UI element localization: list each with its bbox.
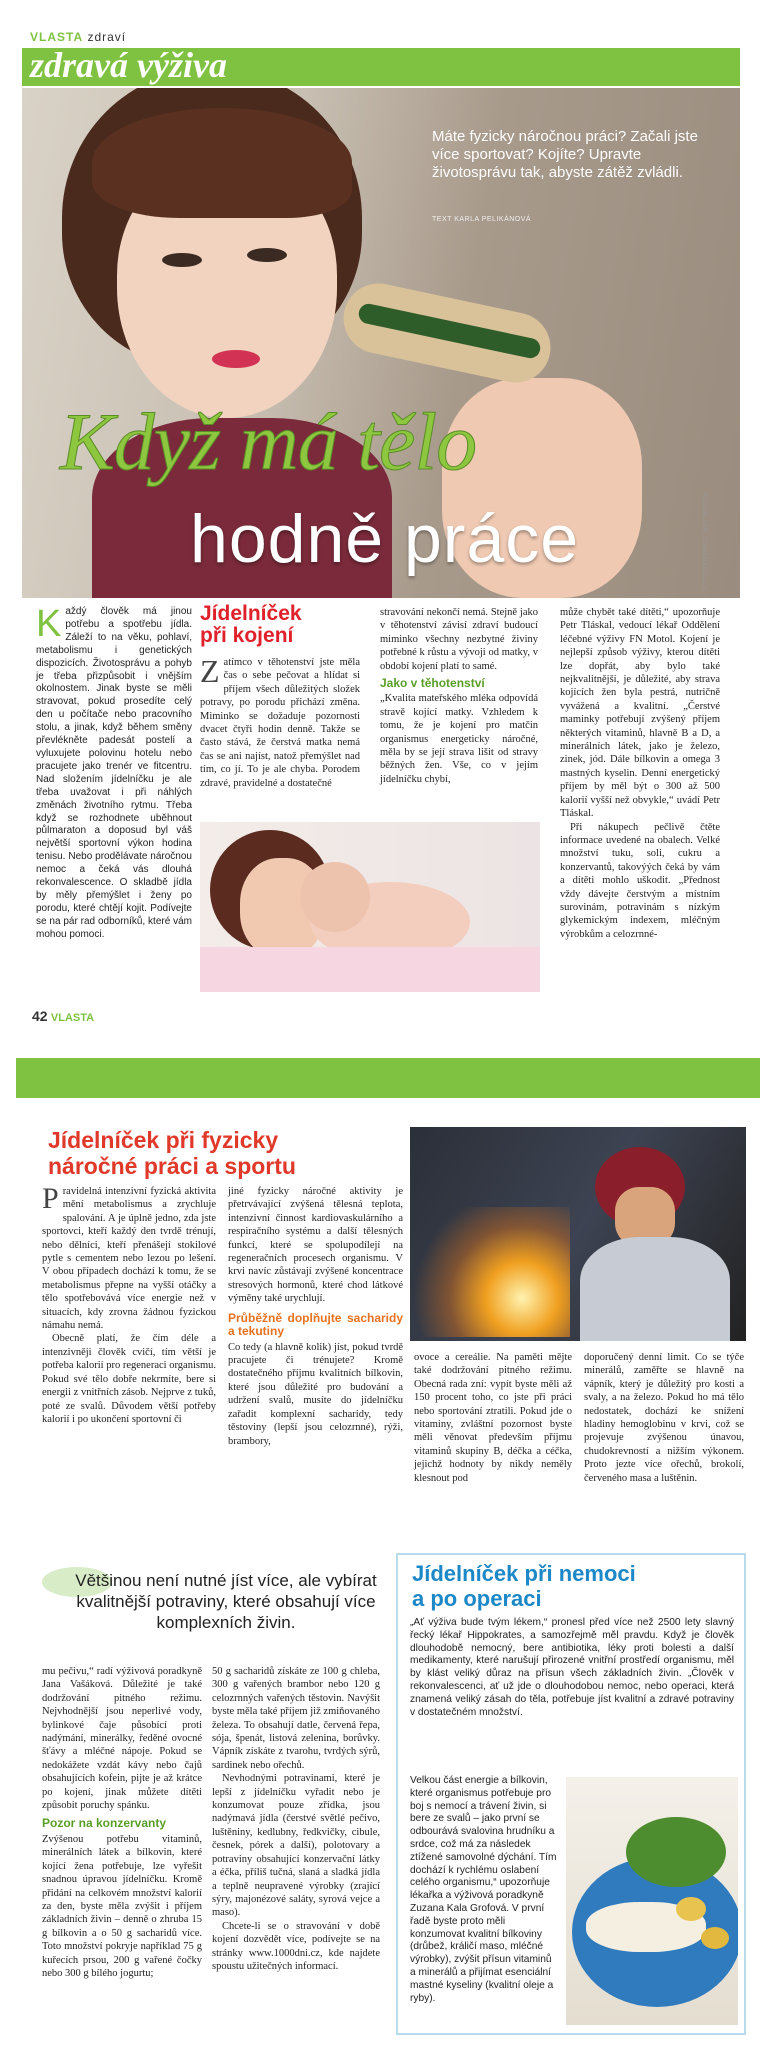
column-e [42,1665,202,1980]
mother-baby-photo [200,822,540,992]
column-a [42,1182,216,1426]
column-4-text-2: Při nákupech pečlivě čtěte informace uvedené na obalech. Velké množství tuku, soli, cukru a konzervantů, takovýých čeká by vám a dítěti mohlo uškodit. „Přednost vždy dávejte čerstvým a místním surovinám, potravinám s nízkým glykemickým indexem, mléčným výrobkům a celozrnné- [560,821,720,940]
potato-1 [676,1897,706,1921]
column-4 [560,606,720,941]
column-f [212,1665,380,1973]
page-number [32,1008,94,1024]
herbs-shape [626,1817,726,1887]
column-3-text: stravování nekončí nemá. Stejně jako v těhotenství závisí zdraví budoucí miminko všechny nezbytné živiny potřebné k růstu a vývoji od matky, v období kojení platí to samé. [380,607,538,672]
byline: TEXT KARLA PELIKÁNOVÁ [432,216,532,223]
column-b-subhead: Průběžně doplňujte sacharidy a tekutiny [228,1310,403,1338]
illness-title-line-1: Jídelníček při nemoci [412,1561,636,1586]
column-a-text-2: Obecně platí, že čím déle a intenzivněji člověk cvičí, tím větší je potřeba kalorií pro regeneraci organismu. Pokud své tělo dobře nekrmíte, bere si energii z vnitřních zásob. Nejprve z tuků, poté ze svalů. Důvodem větší potřeby kalorií i po ukončení sportovní či [42,1333,216,1425]
page-number-value: 42 [32,1008,48,1024]
kojeni-title-line-1: Jídelníček [200,602,302,625]
illness-title-line-2: a po operaci [412,1586,542,1611]
column-b [228,1185,403,1448]
column-3-text-2: „Kvalita mateřského mléka odpovídá stravě kojící matky. Vzhledem k tomu, že je kojení pro matčin organismus energeticky náročné, měla by se její strava lišit od stravy běžných žen. Vše, co v jejím jídelníčku chybí, [380,693,538,785]
kojeni-title [200,603,302,647]
sport-title-line-2: náročné práci a sportu [48,1153,296,1179]
column-e-text-2: Zvýšenou potřebu vitaminů, minerálních látek a bílkovin, které kojící žena potřebuje, lze vyřešit snadnou úpravou jídelníčku. Kromě přidání na celkovém množství kalorií za den, byste měla zvýšit i příjem základních živin – denně o zhruba 15 g bílkovin a o 50 g sacharidů více. Toto množství pokryje například 75 g kuřecích prsou, 200 g vařené čočky nebo 300 g bílého jogurtu; [42,1833,202,1979]
illness-title [412,1561,636,1611]
magazine-page-43 [0,1055,760,2048]
column-b-text: jiné fyzicky náročné aktivity je přetrvávající zvýšená tělesná teplota, intenzivní činnost kardiovaskulárního a respiračního systému a další tělesných funkcí, které se spolupodílejí na regeneračních procesech organismu. V krvi navíc zůstávají zvýšené koncentrace stresových hormonů, které chod látkové výměny také urychlují. [228,1186,403,1305]
food-photo [566,1777,738,2025]
section-sub: zdraví [87,30,127,44]
column-3 [380,606,538,786]
column-3-subhead: Jako v těhotenství [380,676,485,691]
top-green-bar [16,1058,760,1098]
column-2-text: atímco v těhotenství jste měla čas o sebe pečovat a hlídat si příjem všech důležitých složek potravy, po porodu přichází změna. Miminko se dožaduje pozornosti dvacet čtyři hodin denně. Takže se často stává, že čerstvá matka nemá čas se ani najíst, natož přemýšlet nad tím, co jí. To je ale chyba. Porodem zdravé, pravidelné a dostatečné [200,657,360,789]
welder-photo [410,1127,746,1341]
illness-text: Velkou část energie a bílkovin, které organismus potřebuje pro boj s nemocí a trávení živin, si bere ze svalů – jako první se odbourává svalovina hrudníku a srdce, což má za následek ztížené samovolné dýchání. Tím dochází k rychlému oslabení celého organismu,“ upozorňuje lékařka a výživová poradkyně Zuzana Kala Grofová. V první řadě byste proto měli konzumovat kvalitní bílkoviny (drůbež, králičí maso, mléčné výrobky), zvýšit přísun vitaminů a minerálů a přijímat esenciální mastné kyseliny (kvalitní oleje a ryby). [410,1775,557,2004]
column-f-text-2: Nevhodnými potravinami, které je lepší z jídelníčku vyřadit nebo je konzumovat pouze zřídka, jsou nadýmavá jídla (čerstvé světlé pečivo, luštěniny, kedlubny, ředkvičky, cibule, česnek, pórek a další), polotovary a potraviny obsahující konzervační látky a éčka, příliš tučná, slaná a sladká jídla a teplně neupravené výrobky (zrající sýry, majonézové saláty, syrová vejce a maso). [212,1773,380,1919]
worker-body [580,1237,730,1341]
footer-magazine: VLASTA [50,1012,95,1024]
eye-right [247,248,287,262]
section-label [30,30,126,44]
dropcap-k: K [36,603,62,645]
column-d-text: doporučený denní limit. Co se týče minerálů, zaměřte se hlavně na vápník, který je důležitý pro kosti a svaly, a na železo. Pokud ho má tělo nedostatek, dochází ke snížení hladiny hemoglobinu v krvi, což se projevuje zvýšenou únavou, chudokrevností a nižším výkonem. Proto jezte více ořechů, brokolí, červeného masa a luštěnin. [584,1352,744,1484]
illness-box [396,1553,746,2035]
headline-line-1: Když má tělo [60,396,477,487]
column-f-text: 50 g sacharidů získáte ze 100 g chleba, 300 g vařených brambor nebo 120 g celozrnných vařených těstovin. Navýšit byste měla také příjem již zmiňovaného železa. To obsahují datle, červená řepa, sója, špenát, listová zelenina, borůvky. Vápník získáte z tvarohu, tvrdých sýrů, sardinek nebo ořechů. [212,1666,380,1771]
intro-text: Máte fyzicky náročnou práci? Začali jste více sportovat? Kojíte? Upravte životosprávu tak, abyste zátěž zvládli. [432,128,698,181]
potato-2 [701,1927,729,1949]
column-e-subhead: Pozor na konzervanty [42,1816,167,1831]
pull-quote: Většinou není nutné jíst více, ale vybírat kvalitnější potraviny, které obsahují více komplexních živin. [75,1571,377,1632]
column-1 [36,603,192,942]
headline-line-2: hodně práce [190,501,580,577]
sport-title [48,1127,296,1179]
column-4-text: může chybět také dítěti,“ upozorňuje Petr Tláskal, vedoucí lékař Oddělení léčebné výživy FN Motol. Kojení je nejlepší způsob výživy, kterou dítěti lze dopřát, aby bylo také nejkvalitnější, je důležité, aby strava kojících žen byla pestrá, nutričně vyvážená a kvalitní. „Čerstvé maminky potřebují zvýšený příjem některých vitaminů, hlavně B a D, a minerálních látek, jako je železo, zinek, jód. Dále bílkovin a omega 3 mastných kyselin. Denní energetický příjem by měl být o 300 až 500 kalorií vyšší než obvykle,“ uvádí Petr Tláskal. [560,607,720,820]
banner-title: zdravá výživa [30,45,227,85]
dropcap-z: Z [200,653,220,689]
column-2 [200,653,360,790]
column-f-text-3: Chcete-li se o stravování v době kojení dozvědět více, podívejte se na stránky www.1000dni.cz, kde najdete spoustu užitečných informací. [212,1920,380,1972]
photo-credit: FOTO PROFIMEDIA.CZ, SHUTTERSTOCK [703,492,709,590]
baby-head [300,862,370,932]
column-c-text: ovoce a cereálie. Na paměti mějte také dodržování pitného režimu. Obecná rada zní: vypít byste měli až 150 procent toho, co jste při práci nebo sportování ztratili. Pokud jde o vitaminy, zvláštní pozornost byste měli věnovat především příjmu vitaminů skupiny B, déčka a céčka, jejichž hodnoty by nikdy neměly klesnout pod [414,1352,572,1484]
bangs-shape [92,108,352,218]
sparks-glow [410,1207,570,1337]
lips-shape [212,350,260,368]
kojeni-title-line-2: při kojení [200,624,294,647]
column-1-text: aždý člověk má jinou potřebu a spotřebu jídla. Záleží to na věku, pohlaví, metabolismu i genetických dispozicích. Životosprávu a pohyb je třeba přizpůsobit i vnějším okolnostem. Jinak byste se měli stravovat, pokud prosedíte celý den u počítače nebo pracovního stolu, a jinak, když během směny převlékněte padesát postelí a vyluxujete polovinu hotelu nebo pracujete jako trenér ve fitcentru. Nad složením jídelníčku je ale třeba uvažovat i při náhlých změnách životního rytmu. Třeba když se rozhodnete uběhnout půlmaraton a doposud byl váš největší sportovní výkon hodina tenisu. Nebo prodělávate náročnou nemoc a čeká vás dlouhá rekonvalescence. O skladbě jídla by měly přemýšlet i ženy po porodu, které chtějí kojit. Podívejte se na pár rad odborníků, které vám mohou pomoci. [36,606,192,940]
section-magazine: VLASTA [30,30,84,44]
sport-title-line-1: Jídelníček při fyzicky [48,1127,279,1153]
column-c [414,1351,572,1485]
column-b-text-2: Co tedy (a hlavně kolik) jíst, pokud tvrdě pracujete či trénujete? Kromě dostatečného příjmu kvalitních bílkovin, které jsou důležité pro budování a udržení svalů, musíte do jídelníčku zařadit komplexní sacharidy, tedy těstoviny (lepší jsou celozrnné), rýži, brambory, [228,1341,403,1447]
illness-intro: „Ať výživa bude tvým lékem,“ pronesl před více než 2500 lety slavný řecký lékař Hippokrates, a samozřejmě měl pravdu. Když je člověk dlouhodobě nemocný, bere antibiotika, léky proti bolesti a další medikamenty, které narušují přirozené vnitřní prostředí organismu, měl by klást veliký důraz na přísun všech základních živin. „Člověk v rekonvalescenci, ať už jde o dlouhodobou nemoc, nebo operaci, která znamená veliký zásah do těla, potřebuje jíst kvalitní a zdravé potraviny v dostatečném množství. [410,1617,734,1718]
blanket-shape [200,947,540,992]
eye-left [162,253,202,267]
column-d [584,1351,744,1485]
column-e-text: mu pečivu,“ radí výživová poradkyně Jana Vašáková. Důležité je také dodržování pitného režimu. Nejvhodnější jsou neperlivé vody, bylinkové čaje působící proti nadýmání, minerálky, ředěné ovocné šťávy a mléčné nápoje. Pokud se nedokážete vzdát kávy nebo čajů obsahujících kofein, pijte je až krátce po kojení, jinak můžete dítěti způsobit poruchy spánku. [42,1666,202,1812]
column-a-text: ravidelná intenzivní fyzická aktivita mění metabolismus a zrychluje spalování. A je úplně jedno, zda jste sportovci, kteří každý den tvrdě trénují, nebo dělníci, kteří přenášejí stokilové pytle s cementem nebo lezou po lešení. V obou případech dochází k tomu, že se metabolismus přepne na vyšší otáčky a tělo spotřebovává více energie než v situacích, kdy zrovna žádnou fyzickou námahu nemá. [42,1186,216,1332]
dropcap-p: P [42,1182,59,1215]
